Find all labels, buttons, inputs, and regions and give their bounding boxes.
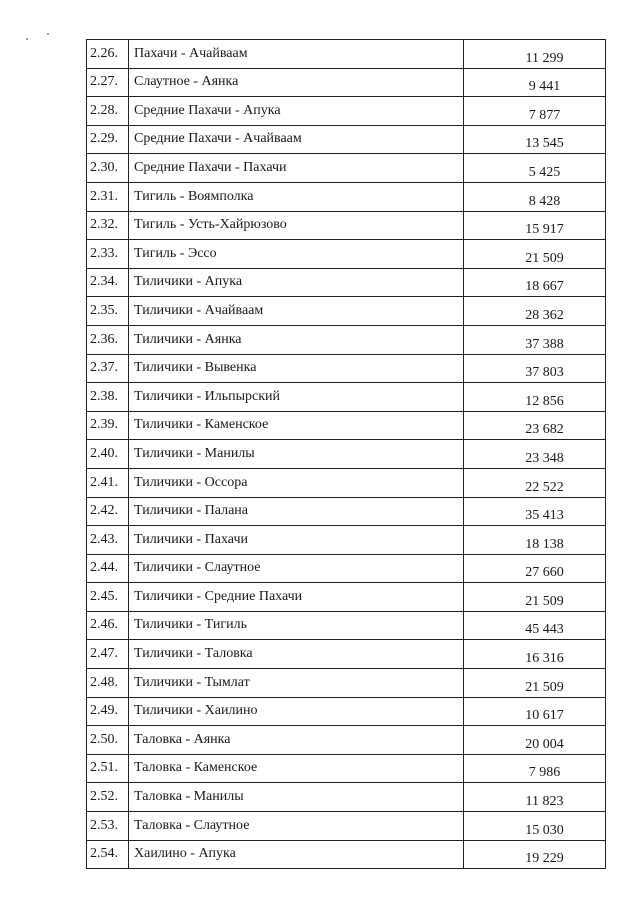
route-name: Тигиль - Усть-Хайрюзово (129, 211, 464, 240)
row-number: 2.54. (87, 840, 129, 869)
row-number: 2.42. (87, 497, 129, 526)
route-name: Таловка - Аянка (129, 726, 464, 755)
route-value: 8 428 (464, 182, 606, 211)
route-value: 22 522 (464, 468, 606, 497)
row-number: 2.40. (87, 440, 129, 469)
row-number: 2.52. (87, 783, 129, 812)
table-row (87, 68, 606, 97)
route-value: 13 545 (464, 125, 606, 154)
route-value: 45 443 (464, 611, 606, 640)
route-name: Таловка - Манилы (129, 783, 464, 812)
route-name: Пахачи - Ачайваам (129, 40, 464, 69)
row-number: 2.33. (87, 240, 129, 269)
route-name: Тиличики - Апука (129, 268, 464, 297)
table-row (87, 840, 606, 869)
table-row (87, 297, 606, 326)
route-value: 16 316 (464, 640, 606, 669)
row-number: 2.50. (87, 726, 129, 755)
table-row (87, 611, 606, 640)
route-name: Тиличики - Пахачи (129, 526, 464, 555)
route-name: Таловка - Каменское (129, 754, 464, 783)
table-row (87, 240, 606, 269)
route-name: Тиличики - Вывенка (129, 354, 464, 383)
route-name: Хаилино - Апука (129, 840, 464, 869)
table-row (87, 125, 606, 154)
row-number: 2.45. (87, 583, 129, 612)
route-value: 21 509 (464, 583, 606, 612)
route-name: Тиличики - Ильпырский (129, 383, 464, 412)
table-row (87, 726, 606, 755)
route-value: 7 877 (464, 97, 606, 126)
route-value: 11 299 (464, 40, 606, 69)
row-number: 2.46. (87, 611, 129, 640)
route-value: 18 667 (464, 268, 606, 297)
route-name: Тиличики - Средние Пахачи (129, 583, 464, 612)
route-name: Тиличики - Таловка (129, 640, 464, 669)
table-row (87, 383, 606, 412)
route-name: Тиличики - Тигиль (129, 611, 464, 640)
route-value: 21 509 (464, 240, 606, 269)
route-name: Тиличики - Хаилино (129, 697, 464, 726)
table-row (87, 268, 606, 297)
table-row (87, 182, 606, 211)
route-name: Слаутное - Аянка (129, 68, 464, 97)
route-value: 37 803 (464, 354, 606, 383)
route-value: 20 004 (464, 726, 606, 755)
route-name: Тиличики - Тымлат (129, 669, 464, 698)
table-row (87, 411, 606, 440)
route-value: 11 823 (464, 783, 606, 812)
table-row (87, 211, 606, 240)
row-number: 2.29. (87, 125, 129, 154)
route-name: Тиличики - Манилы (129, 440, 464, 469)
row-number: 2.28. (87, 97, 129, 126)
row-number: 2.26. (87, 40, 129, 69)
route-value: 9 441 (464, 68, 606, 97)
row-number: 2.30. (87, 154, 129, 183)
row-number: 2.53. (87, 812, 129, 841)
route-name: Средние Пахачи - Апука (129, 97, 464, 126)
route-name: Тигиль - Воямполка (129, 182, 464, 211)
table-row (87, 697, 606, 726)
table-row (87, 97, 606, 126)
row-number: 2.34. (87, 268, 129, 297)
route-value: 12 856 (464, 383, 606, 412)
table-row (87, 325, 606, 354)
route-value: 35 413 (464, 497, 606, 526)
row-number: 2.39. (87, 411, 129, 440)
route-value: 19 229 (464, 840, 606, 869)
table-row (87, 554, 606, 583)
row-number: 2.48. (87, 669, 129, 698)
route-name: Тиличики - Оссора (129, 468, 464, 497)
row-number: 2.51. (87, 754, 129, 783)
route-value: 27 660 (464, 554, 606, 583)
route-value: 28 362 (464, 297, 606, 326)
table-row (87, 783, 606, 812)
table-row (87, 583, 606, 612)
table-row (87, 40, 606, 69)
row-number: 2.43. (87, 526, 129, 555)
route-name: Тиличики - Каменское (129, 411, 464, 440)
table-row (87, 440, 606, 469)
route-value: 5 425 (464, 154, 606, 183)
row-number: 2.27. (87, 68, 129, 97)
row-number: 2.35. (87, 297, 129, 326)
route-name: Тиличики - Палана (129, 497, 464, 526)
row-number: 2.47. (87, 640, 129, 669)
row-number: 2.32. (87, 211, 129, 240)
table-row (87, 669, 606, 698)
route-value: 7 986 (464, 754, 606, 783)
route-value: 10 617 (464, 697, 606, 726)
table-row (87, 812, 606, 841)
route-name: Таловка - Слаутное (129, 812, 464, 841)
route-value: 37 388 (464, 325, 606, 354)
table-row (87, 640, 606, 669)
row-number: 2.31. (87, 182, 129, 211)
route-value: 23 348 (464, 440, 606, 469)
row-number: 2.49. (87, 697, 129, 726)
scan-speck (26, 38, 28, 40)
route-value: 15 030 (464, 812, 606, 841)
route-value: 18 138 (464, 526, 606, 555)
table-row (87, 354, 606, 383)
table-row (87, 497, 606, 526)
route-value: 15 917 (464, 211, 606, 240)
route-name: Средние Пахачи - Пахачи (129, 154, 464, 183)
route-value: 21 509 (464, 669, 606, 698)
route-name: Тигиль - Эссо (129, 240, 464, 269)
row-number: 2.38. (87, 383, 129, 412)
route-name: Тиличики - Ачайваам (129, 297, 464, 326)
route-name: Средние Пахачи - Ачайваам (129, 125, 464, 154)
route-value: 23 682 (464, 411, 606, 440)
table-row (87, 468, 606, 497)
route-name: Тиличики - Аянка (129, 325, 464, 354)
route-distance-table (86, 39, 606, 869)
row-number: 2.41. (87, 468, 129, 497)
row-number: 2.36. (87, 325, 129, 354)
route-name: Тиличики - Слаутное (129, 554, 464, 583)
table-row (87, 526, 606, 555)
row-number: 2.44. (87, 554, 129, 583)
table-row (87, 154, 606, 183)
scan-speck (47, 33, 49, 35)
table-row (87, 754, 606, 783)
row-number: 2.37. (87, 354, 129, 383)
